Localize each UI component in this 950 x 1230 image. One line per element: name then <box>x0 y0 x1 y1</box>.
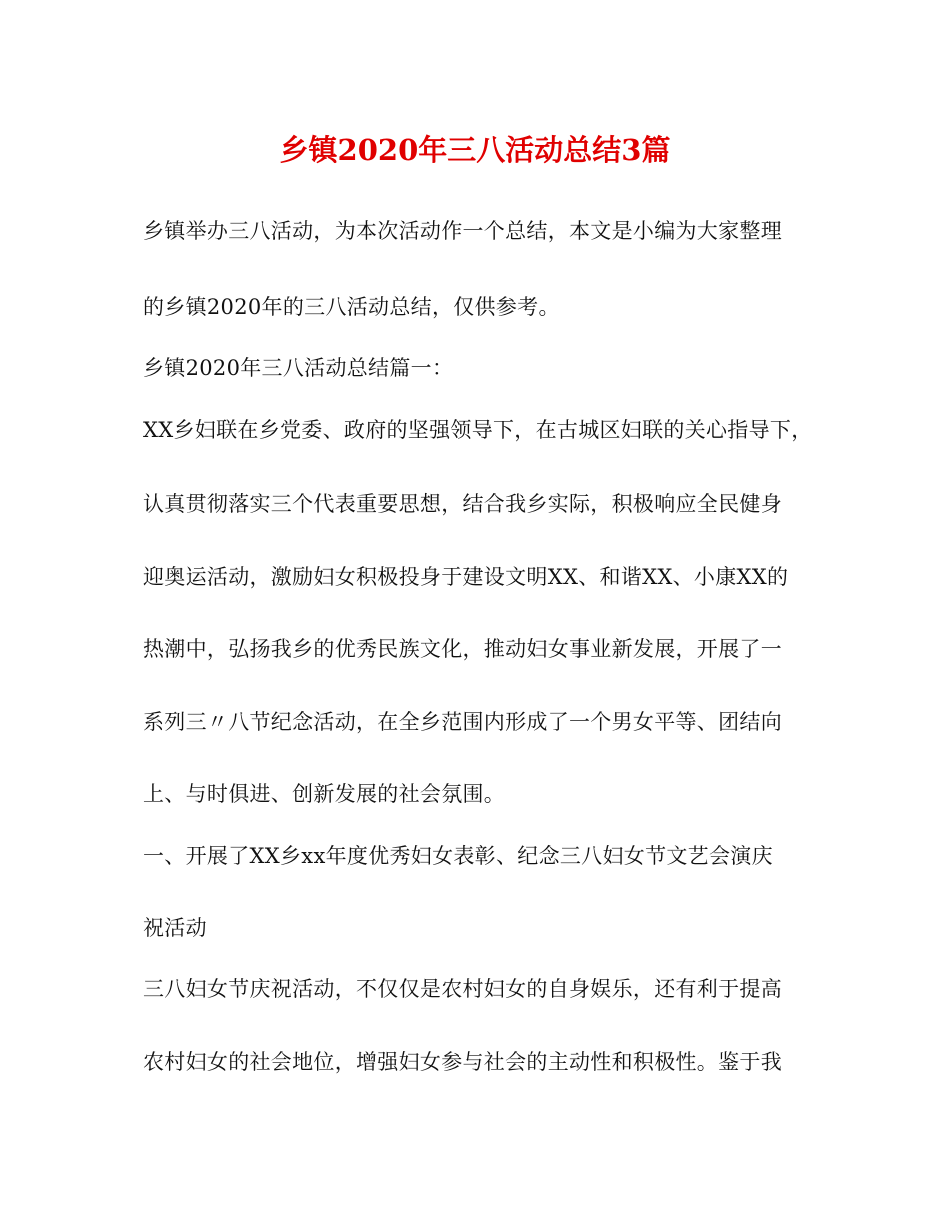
paragraph-line: 认真贯彻落实三个代表重要思想，结合我乡实际，积极响应全民健身 <box>143 492 782 516</box>
paragraph-line: 系列三〃八节纪念活动，在全乡范围内形成了一个男女平等、团结向 <box>143 710 782 734</box>
paragraph-line: 乡镇举办三八活动，为本次活动作一个总结，本文是小编为大家整理 <box>143 219 782 243</box>
subsection-heading-line: 祝活动 <box>143 916 207 940</box>
subsection-heading-line: 一、开展了XX乡xx年度优秀妇女表彰、纪念三八妇女节文艺会演庆 <box>143 844 773 868</box>
paragraph-line: 三八妇女节庆祝活动，不仅仅是农村妇女的自身娱乐，还有利于提高 <box>143 977 782 1001</box>
paragraph-line: 农村妇女的社会地位，增强妇女参与社会的主动性和积极性。鉴于我 <box>143 1050 782 1074</box>
paragraph-line: 迎奥运活动，激励妇女积极投身于建设文明XX、和谐XX、小康XX的 <box>143 565 789 589</box>
paragraph-line: 热潮中，弘扬我乡的优秀民族文化，推动妇女事业新发展，开展了一 <box>143 637 782 661</box>
paragraph-line: 上、与时俱进、创新发展的社会氛围。 <box>143 782 506 806</box>
section-heading: 乡镇2020年三八活动总结篇一： <box>143 356 454 380</box>
paragraph-line: 的乡镇2020年的三八活动总结，仅供参考。 <box>143 295 560 319</box>
paragraph-line: XX乡妇联在乡党委、政府的坚强领导下，在古城区妇联的关心指导下， <box>143 418 813 442</box>
document-title: 乡镇2020年三八活动总结3篇 <box>279 133 671 167</box>
